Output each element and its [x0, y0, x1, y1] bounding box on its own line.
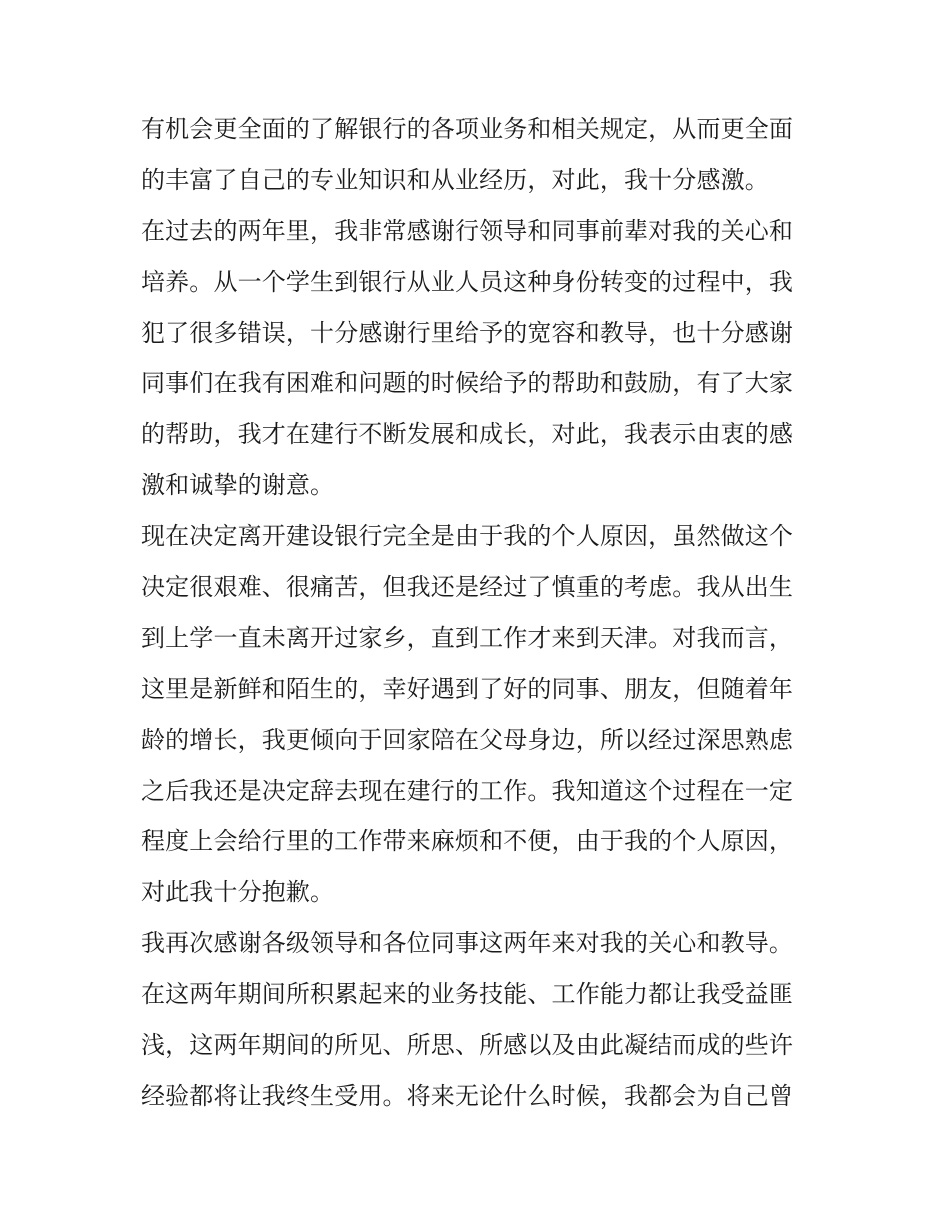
text-line: 之后我还是决定辞去现在建行的工作。我知道这个过程在一定: [141, 776, 794, 805]
text-line: 现在决定离开建设银行完全是由于我的个人原因，虽然做这个: [141, 522, 794, 551]
text-line: 程度上会给行里的工作带来麻烦和不便，由于我的个人原因，: [141, 827, 794, 856]
text-line: 这里是新鲜和陌生的，幸好遇到了好的同事、朋友，但随着年: [141, 674, 794, 703]
text-line: 犯了很多错误，十分感谢行里给予的宽容和教导，也十分感谢: [141, 318, 794, 347]
text-line: 的帮助，我才在建行不断发展和成长，对此，我表示由衷的感: [141, 420, 794, 449]
text-line: 同事们在我有困难和问题的时候给予的帮助和鼓励，有了大家: [141, 369, 794, 398]
text-line: 在这两年期间所积累起来的业务技能、工作能力都让我受益匪: [141, 980, 794, 1009]
text-line: 在过去的两年里，我非常感谢行领导和同事前辈对我的关心和: [141, 216, 794, 245]
text-line: 我再次感谢各级领导和各位同事这两年来对我的关心和教导。: [141, 929, 794, 958]
text-line: 激和诚挚的谢意。: [141, 471, 335, 500]
text-line: 的丰富了自己的专业知识和从业经历，对此，我十分感激。: [141, 165, 769, 194]
text-line: 浅，这两年期间的所见、所思、所感以及由此凝结而成的些许: [141, 1031, 794, 1060]
text-line: 对此我十分抱歉。: [141, 878, 335, 907]
text-line: 培养。从一个学生到银行从业人员这种身份转变的过程中，我: [141, 267, 794, 296]
text-line: 有机会更全面的了解银行的各项业务和相关规定，从而更全面: [141, 115, 794, 143]
text-line: 到上学一直未离开过家乡，直到工作才来到天津。对我而言，: [141, 623, 794, 652]
text-line: 龄的增长，我更倾向于回家陪在父母身边，所以经过深思熟虑: [141, 725, 794, 754]
document-body-text: [141, 104, 813, 1122]
text-line: 决定很艰难、很痛苦，但我还是经过了慎重的考虑。我从出生: [141, 573, 794, 602]
text-line: 经验都将让我终生受用。将来无论什么时候，我都会为自己曾: [141, 1081, 794, 1110]
